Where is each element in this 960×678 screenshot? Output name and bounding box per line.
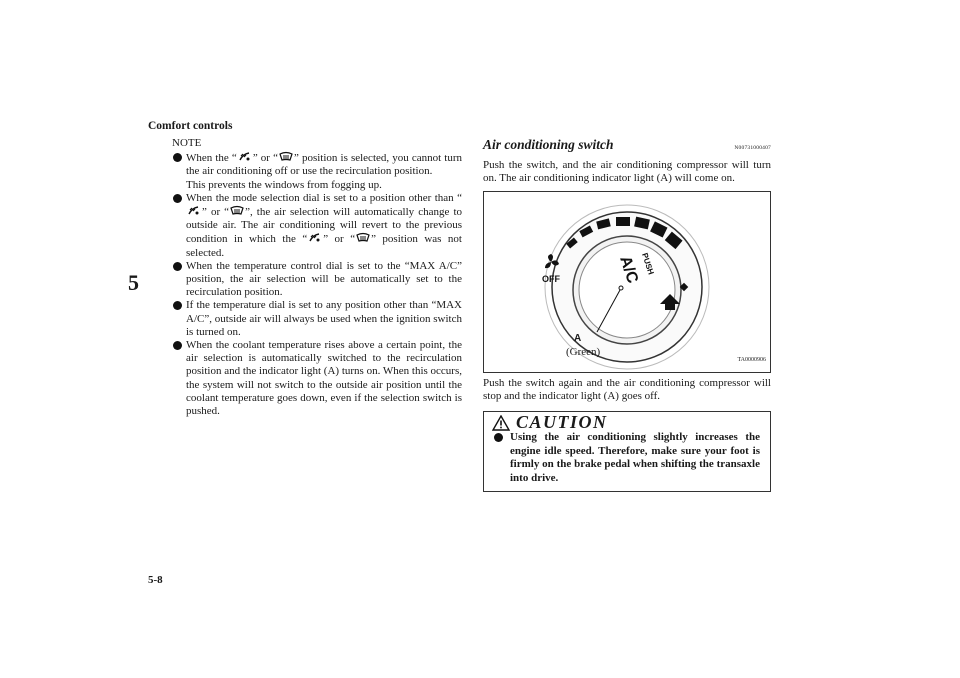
bullet-icon — [173, 262, 182, 271]
defroster-icon — [229, 205, 245, 216]
page-number: 5-8 — [148, 574, 163, 586]
note-bullet-1: When the “ ” or “ ” position is selected, you cannot turn the air conditioning off or use the recirculation position. This prevents the windows from fogging up. — [172, 151, 462, 192]
ac-paragraph-1: Push the switch, and the air conditioning compressor will turn on. The air conditioning indicator light (A) will come on. — [483, 159, 771, 185]
caution-title: CAUTION — [516, 412, 608, 433]
bullet-icon — [173, 301, 182, 310]
warning-triangle-icon — [492, 415, 510, 431]
foot-windshield-mode-icon — [186, 205, 202, 216]
note-bullet-2: When the mode selection dial is set to a position other than “” or “ ”, the air selection will automatically change to outside air. The air conditioning will revert to the previous condition in which the “ ” or “ ” position was not selected. — [172, 192, 462, 260]
note-bullet-5: When the coolant temperature rises above a certain point, the air selection is automatically switched to the recirculation position and the indicator light (A) turns on. When this occurs, the system will not switch to the outside air position until the coolant temperature goes down, even if the selection switch is pushed. — [172, 339, 462, 418]
caution-heading — [484, 412, 770, 433]
section-title: Air conditioning switch — [483, 137, 614, 152]
ac-dial-illustration — [484, 192, 770, 372]
note-title: NOTE — [172, 137, 202, 149]
section-heading — [483, 138, 771, 155]
bullet-icon — [173, 194, 182, 203]
note-bullet-3: When the temperature control dial is set to the “MAX A/C” position, the air selection will be automatically set to the recirculation position. — [172, 260, 462, 300]
bullet-icon — [494, 433, 503, 442]
foot-windshield-mode-icon — [307, 232, 323, 243]
ac-switch-figure — [483, 191, 771, 373]
note-block — [172, 137, 462, 418]
caution-text: Using the air conditioning slightly increases the engine idle speed. Therefore, make sure your foot is firmly on the brake pedal when shifting the transaxle into drive. — [484, 431, 770, 485]
bullet-icon — [173, 153, 182, 162]
section-code: N00731000407 — [734, 145, 771, 151]
running-header: Comfort controls — [148, 120, 233, 132]
push-label: PUSH — [640, 251, 656, 276]
figure-code: TA0000906 — [737, 357, 766, 364]
caution-box — [483, 411, 771, 492]
indicator-a-label: A — [574, 332, 582, 344]
defroster-icon — [355, 232, 371, 243]
off-label: OFF — [542, 273, 560, 284]
chapter-number: 5 — [128, 270, 139, 295]
ac-paragraph-2: Push the switch again and the air conditioning compressor will stop and the indicator light (A) goes off. — [483, 376, 771, 402]
green-label: (Green) — [566, 345, 601, 358]
defroster-icon — [278, 151, 294, 162]
foot-windshield-mode-icon — [237, 151, 253, 162]
note-bullet-4: If the temperature dial is set to any position other than “MAX A/C”, outside air will always be used when the ignition switch is turned on. — [172, 299, 462, 339]
bullet-icon — [173, 341, 182, 350]
ac-section — [483, 138, 771, 492]
ac-label: A/C — [616, 253, 641, 286]
